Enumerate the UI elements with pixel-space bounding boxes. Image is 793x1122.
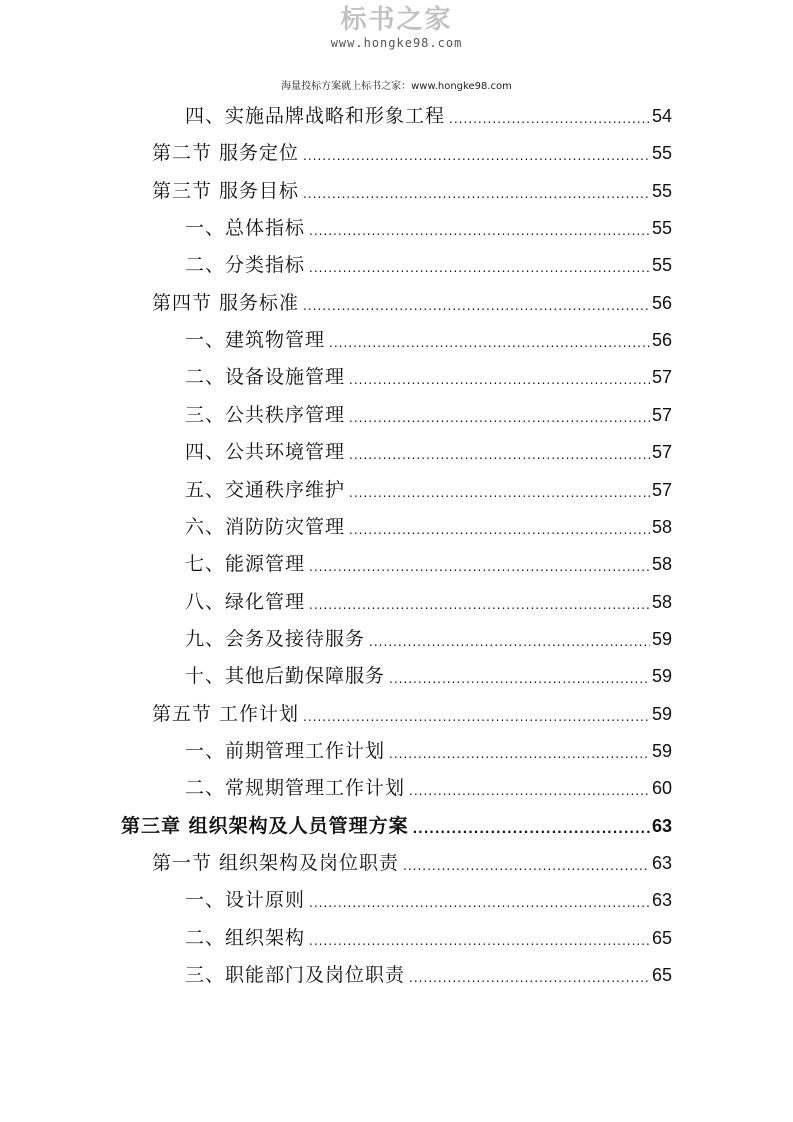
toc-entry-title: 一、设计原则: [185, 889, 306, 912]
toc-dot-leader: [329, 328, 650, 358]
toc-entry-page-number: 55: [651, 180, 672, 201]
toc-entry-title: 第二节 服务定位: [152, 142, 300, 165]
toc-dot-leader: [449, 104, 650, 134]
toc-dot-leader: [349, 478, 650, 508]
toc-entry-title: 三、公共秩序管理: [185, 403, 346, 426]
toc-entry[interactable]: [185, 250, 672, 280]
toc-entry-page-number: 63: [651, 815, 672, 836]
toc-entry-title: 第三章 组织架构及人员管理方案: [121, 814, 409, 837]
toc-entry-page-number: 54: [651, 106, 672, 126]
toc-entry-page-number: 55: [651, 143, 672, 164]
toc-entry-page-number: 57: [651, 404, 672, 425]
toc-entry-title: 第三节 服务目标: [152, 179, 300, 202]
toc-entry[interactable]: [185, 960, 672, 990]
toc-entry-page-number: 59: [651, 740, 672, 761]
toc-entry-page-number: 55: [651, 255, 672, 276]
toc-entry-title: 二、设备设施管理: [185, 366, 346, 389]
toc-entry-title: 四、实施品牌战略和形象工程: [185, 105, 446, 127]
site-logo: [0, 4, 793, 50]
toc-entry-title: 第四节 服务标准: [152, 291, 300, 314]
toc-entry-title: 九、会务及接待服务: [185, 627, 366, 650]
toc-entry-page-number: 63: [651, 890, 672, 911]
toc-entry[interactable]: [185, 101, 672, 131]
toc-dot-leader: [303, 141, 650, 171]
toc-entry-page-number: 56: [651, 292, 672, 313]
toc-entry-page-number: 65: [651, 927, 672, 948]
toc-entry[interactable]: [185, 923, 672, 953]
toc-entry-page-number: 57: [651, 442, 672, 463]
header-note: 海量投标方案就上标书之家：www.hongke98.com: [281, 81, 512, 92]
toc-dot-leader: [349, 440, 650, 470]
toc-dot-leader: [413, 814, 650, 844]
toc-entry[interactable]: [185, 475, 672, 505]
toc-entry[interactable]: [152, 176, 672, 206]
toc-entry-page-number: 59: [651, 703, 672, 724]
toc-entry[interactable]: [185, 736, 672, 766]
toc-dot-leader: [309, 888, 650, 918]
toc-dot-leader: [303, 179, 650, 209]
toc-entry-title: 第一节 组织架构及岗位职责: [152, 852, 400, 874]
toc-entry-page-number: 56: [651, 330, 672, 351]
toc-entry-title: 四、公共环境管理: [185, 441, 346, 464]
toc-entry-title: 一、总体指标: [185, 217, 306, 240]
toc-entry[interactable]: [185, 624, 672, 654]
toc-entry-page-number: 57: [651, 479, 672, 500]
toc-entry-title: 五、交通秩序维护: [185, 478, 346, 501]
toc-entry[interactable]: [185, 362, 672, 392]
toc-dot-leader: [349, 403, 650, 433]
toc-entry[interactable]: [185, 773, 672, 803]
toc-dot-leader: [409, 776, 650, 806]
logo-title: 标书之家: [340, 5, 453, 35]
toc-entry-page-number: 55: [651, 218, 672, 239]
toc-dot-leader: [309, 926, 650, 956]
toc-entry[interactable]: [121, 811, 672, 841]
toc-dot-leader: [303, 702, 650, 732]
toc-entry-title: 六、消防防灾管理: [185, 515, 346, 538]
toc-entry-title: 七、能源管理: [185, 553, 306, 576]
logo-url: www.hongke98.com: [330, 36, 463, 50]
toc-entry[interactable]: [185, 437, 672, 467]
toc-entry[interactable]: [185, 400, 672, 430]
toc-entry-page-number: 63: [651, 853, 672, 873]
toc-entry[interactable]: [185, 885, 672, 915]
toc-entry-page-number: 58: [651, 516, 672, 537]
toc-entry-page-number: 59: [651, 628, 672, 649]
toc-entry[interactable]: [152, 848, 672, 878]
toc-entry-title: 一、建筑物管理: [185, 329, 326, 352]
toc-dot-leader: [389, 664, 650, 694]
toc-entry-title: 二、常规期管理工作计划: [185, 777, 406, 800]
toc-entry-page-number: 58: [651, 554, 672, 575]
toc-dot-leader: [303, 291, 650, 321]
toc-entry-page-number: 60: [651, 778, 672, 799]
toc-dot-leader: [309, 590, 650, 620]
toc-dot-leader: [309, 253, 650, 283]
toc-entry[interactable]: [185, 512, 672, 542]
toc-entry[interactable]: [185, 587, 672, 617]
toc-entry-title: 十、其他后勤保障服务: [185, 665, 386, 688]
toc-entry-page-number: 59: [651, 666, 672, 687]
toc-entry-title: 第五节 工作计划: [152, 702, 300, 725]
toc-entry-page-number: 65: [651, 965, 672, 986]
toc-dot-leader: [369, 627, 650, 657]
toc-entry-title: 二、分类指标: [185, 254, 306, 277]
toc-dot-leader: [389, 739, 650, 769]
toc-dot-leader: [349, 365, 650, 395]
toc-entry-page-number: 57: [651, 367, 672, 388]
toc-entry[interactable]: [185, 549, 672, 579]
toc-entry-title: 一、前期管理工作计划: [185, 739, 386, 762]
toc-dot-leader: [409, 963, 650, 993]
toc-entry[interactable]: [185, 661, 672, 691]
toc-dot-leader: [403, 851, 650, 881]
toc-entry[interactable]: [185, 213, 672, 243]
toc-dot-leader: [309, 552, 650, 582]
toc-dot-leader: [349, 515, 650, 545]
toc-entry[interactable]: [152, 138, 672, 168]
toc-entry-title: 二、组织架构: [185, 926, 306, 949]
toc-entry[interactable]: [152, 699, 672, 729]
toc-entry[interactable]: [152, 288, 672, 318]
toc-dot-leader: [309, 216, 650, 246]
toc-entry[interactable]: [185, 325, 672, 355]
toc-entry-title: 三、职能部门及岗位职责: [185, 964, 406, 987]
toc-entry-title: 八、绿化管理: [185, 590, 306, 613]
toc-entry-page-number: 58: [651, 591, 672, 612]
